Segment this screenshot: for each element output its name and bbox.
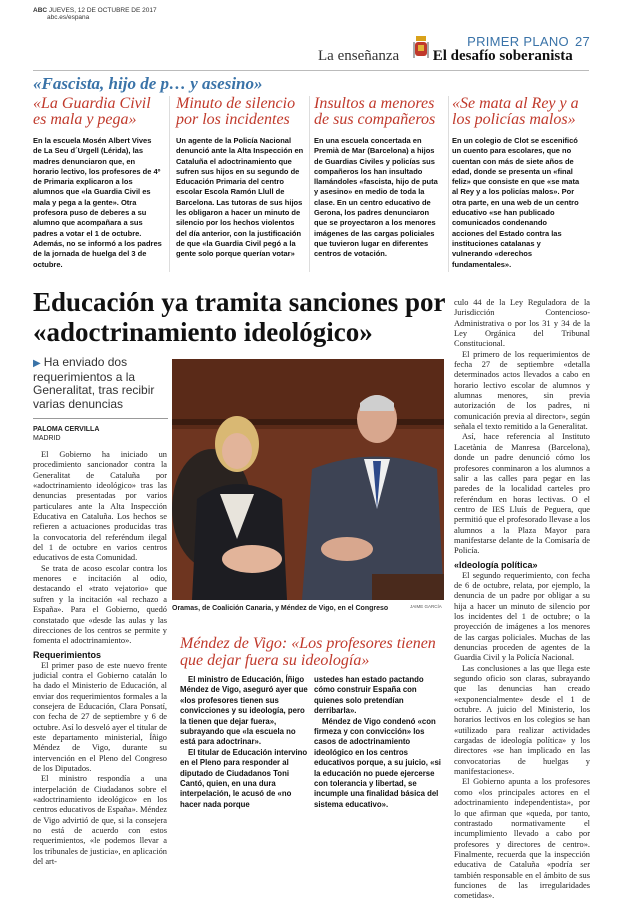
brand: ABC — [33, 7, 48, 14]
masthead — [33, 7, 157, 21]
topic-left: La enseñanza — [318, 48, 400, 64]
kicker: «Fascista, hijo de p… y asesino» — [33, 74, 263, 93]
incident-column-3 — [314, 96, 443, 260]
column-divider — [169, 96, 170, 272]
column-divider — [309, 96, 310, 272]
coat-of-arms-icon — [413, 34, 429, 62]
caption-text: Oramas, de Coalición Canaria, y Méndez de Vigo, en el Congreso — [172, 605, 389, 612]
body-column-3 — [454, 298, 590, 902]
issue-date: JUEVES, 12 DE OCTUBRE DE 2017 — [48, 7, 157, 14]
photo-illustration — [172, 359, 444, 600]
incident-title: «La Guardia Civil es mala y pega» — [33, 95, 151, 128]
paragraph: Las conclusiones a las que llega este segundo oficio son claras, subrayando que las denuncias han creado «exponencialmente» desde el 1 de octubre. A juicio del Ministerio, los horarios lectivos en los colegios se han «utilizado para realizar actividades cargadas de ideología política» y los directores «se han implicado en las convocatorias de huelgas y manifestaciones». — [454, 663, 590, 777]
paragraph: El ministro respondía a una interpelación de Ciudadanos sobre el «adoctrinamiento ideológico» en los centros educativos de España». Méndez de Vigo advirtió de que, si la consejera no está de acuerdo con estos requerimientos, «le podemos llevar a los tribunales de justicia», en aplicación del art- — [33, 774, 167, 867]
paragraph: El primero de los requerimientos de fecha 27 de septiembre «detalla determinados actos llevados a cabo en horario lectivo escolar de alumnos y alumnas menores, sin previa autorización de los padres, ni comunicación previa al director», según señala el texto remitido a la Generalitat. — [454, 349, 590, 432]
paragraph: El primer paso de este nuevo frente judicial contra el Gobierno catalán lo ha dado el Ministerio de Educación, al enviar dos requerimientos formales a la consejera de Educación, Clara Ponsatí, con fecha de 27 de septiembre y 6 de octubre. Así lo desveló ayer el titular de este departamento ministerial, Íñigo Méndez de Vigo, durante su intervención en el Pleno del Congreso de los Diputados. — [33, 660, 167, 773]
top-divider — [33, 70, 589, 71]
photo-credit: JAIME GARCÍA — [410, 604, 442, 609]
incident-title: Minuto de silencio por los incidentes — [176, 95, 296, 128]
box-title: Méndez de Vigo: «Los profesores tienen que dejar fuera su ideología» — [180, 635, 436, 669]
paragraph: El Gobierno apunta a los profesores como «los principales actores en el adoctrinamiento independentista», por lo que afirman que «queda, por tanto, contrastado normativamente el incumplimiento llevado a cabo por profesores y directores de centro». Finalmente, recuerda que la inspección educativa de Cataluña «podría ser también responsable en el ámbito de sus funciones de las irregularidades cometidas». — [454, 777, 590, 901]
paragraph: El ministro de Educación, Íñigo Méndez de Vigo, aseguró ayer que «los profesores tienen sus convicciones y su ideología, pero la tienen que dejar fuera», subrayando que «la escuela no está para adoctrinar». — [180, 675, 308, 747]
subhead: «Ideología política» — [454, 559, 538, 570]
subhead: Requerimientos — [33, 649, 102, 660]
incident-text: En una escuela concertada en Premià de Mar (Barcelona) a hijos de Guardias Civiles y policías sus compañeros los han insultado llamándoles «fascista, hijo de puta y asesino» en medio de toda la clase. En un centro educativo de Gerona, los padres denunciaron que se proyectaron a los menores imágenes de las cargas policiales que tuvieron lugar en diferentes centros de votación. — [314, 136, 438, 259]
arrow-icon: ▶ — [33, 358, 41, 369]
topic-right: El desafío soberanista — [432, 48, 573, 64]
incident-text: En la escuela Mosén Albert Vives de La Seu d´Urgell (Lérida), las madres denunciaron que, en horario lectivo, los profesores de 4º de Primaria explicaron a los alumnos que «la Guardia Civil es mala y pega a la gente». Otra profesora puso de deberes a su alumno que acompañara a sus padres a votar el 1 de octubre. Además, no se informó a los padres de la jornada de huelga del 3 de octubre. — [33, 136, 162, 269]
page-number: 27 — [574, 34, 590, 49]
photo-caption — [172, 605, 444, 612]
byline-rule — [33, 418, 168, 419]
author: PALOMA CERVILLA — [33, 426, 100, 433]
article-photo — [172, 359, 444, 600]
body-column-1 — [33, 450, 167, 867]
subheadline — [33, 356, 173, 411]
incident-column-1 — [33, 96, 162, 270]
incident-text: En un colegio de Clot se escenificó un cuento para escolares, que no cuentan con más de siete años de edad, donde se presenta un «final feliz» que consiste en que «se mata al Rey y a los policías malos». Por otra parte, en una web de un centro educativo «se han publicado comunicados condenando acciones del Estado contra las instituciones catalanas y vulnerando «derechos fundamentales». — [452, 136, 580, 269]
paragraph: ustedes han estado pactando cómo construir España con quienes solo pretendían derribarla». — [314, 675, 424, 716]
incident-title: Insultos a menores de sus compañeros — [314, 95, 436, 128]
section-name: PRIMER PLANO — [467, 34, 569, 49]
incident-column-4 — [452, 96, 581, 270]
paragraph: Así, hace referencia al Instituto Lacetània de Manresa (Barcelona), donde un padre denunció cómo los profesores conminaron a los alumnos a salir a las calles para pegar en las paredes de la localidad carteles pro referéndum en horas lectivas. O el centro de IES Lluís de Peguera, que permitió que el profesorado llevase a los alumnos a la Plaza Mayor para manifestarse delante de la Comisaría de Policía. — [454, 432, 590, 556]
headline: Educación ya tramita sanciones por «adoctrinamiento ideológico» — [33, 287, 446, 347]
paragraph: Méndez de Vigo condenó «con firmeza y con convicción» los casos de adoctrinamiento ideológico en los centros educativos porque, a su juicio, «si la educación no puede ejercerse con tolerancia y libertad, se incumple una finalidad básica del sistema educativo». — [314, 716, 441, 809]
byline — [33, 425, 99, 443]
topic-bar — [318, 48, 573, 65]
paragraph: culo 44 de la Ley Reguladora de la Jurisdicción Contencioso-Administrativa o por los 31 y 34 de la Ley Orgánica del Tribunal Constitucional. — [454, 298, 590, 349]
paragraph: El titular de Educación intervino en el Pleno para responder al diputado de Ciudadanos Toni Cantó, quien, en una dura interpelación, le acusó de «no hacer nada porque — [180, 747, 308, 809]
box-column-left — [180, 675, 308, 810]
incident-title: «Se mata al Rey y a los policías malos» — [452, 95, 579, 128]
paragraph: El segundo requerimiento, con fecha de 6 de octubre, relata, por ejemplo, la denuncia de un padre por obligar a su hija a hacer un minuto de silencio por los incidentes del 1 de octubre; o la proyección de imágenes a los menores de las cargas policiales. Muchas de las denuncias proceden de agentes de la Guardia Civil y la Policía Nacional. — [454, 570, 590, 663]
incident-text: Un agente de la Policía Nacional denunció ante la Alta Inspección en Cataluña el adoctrinamiento que sufren sus hijos en su segundo de Educación Primaria del centro escolar Escola Ramón Llull de Barcelona. Las tutoras de sus hijos les obligaron a hacer un minuto de silencio por los hechos violentos del día anterior, con la justificación de que «la Guardia Civil pegó a la gente solo porque querían votar» — [176, 136, 304, 259]
box-column-right — [314, 675, 442, 810]
paragraph: Se trata de acoso escolar contra los menores e incitación al odio, destacando el «trato vejatorio» que sufren y la incitación «al rechazo a España». Para el Gobierno, quedó constatado que «desde las aulas y las direcciones de los centros se permite y fomenta el adoctrinamiento». — [33, 563, 167, 646]
paragraph: El Gobierno ha iniciado un procedimiento sancionador contra la Generalitat de Cataluña por «adoctrinamiento ideológico» tras las denuncias presentadas por varios particulares ante la Alta Inspección Educativa en Cataluña. Los hechos se refieren a actuaciones producidas tras la convocatoria del referéndum ilegal del 1 de octubre en varios centros educativos de esta Comunidad. — [33, 450, 167, 563]
site-url: abc.es/espana — [47, 14, 90, 21]
subheadline-text: Ha enviado dos requerimientos a la Generalitat, tras recibir varias denuncias — [33, 355, 155, 411]
incident-column-2 — [176, 96, 305, 260]
column-divider — [448, 96, 449, 272]
section-header — [467, 34, 590, 49]
dateline: MADRID — [33, 435, 61, 442]
